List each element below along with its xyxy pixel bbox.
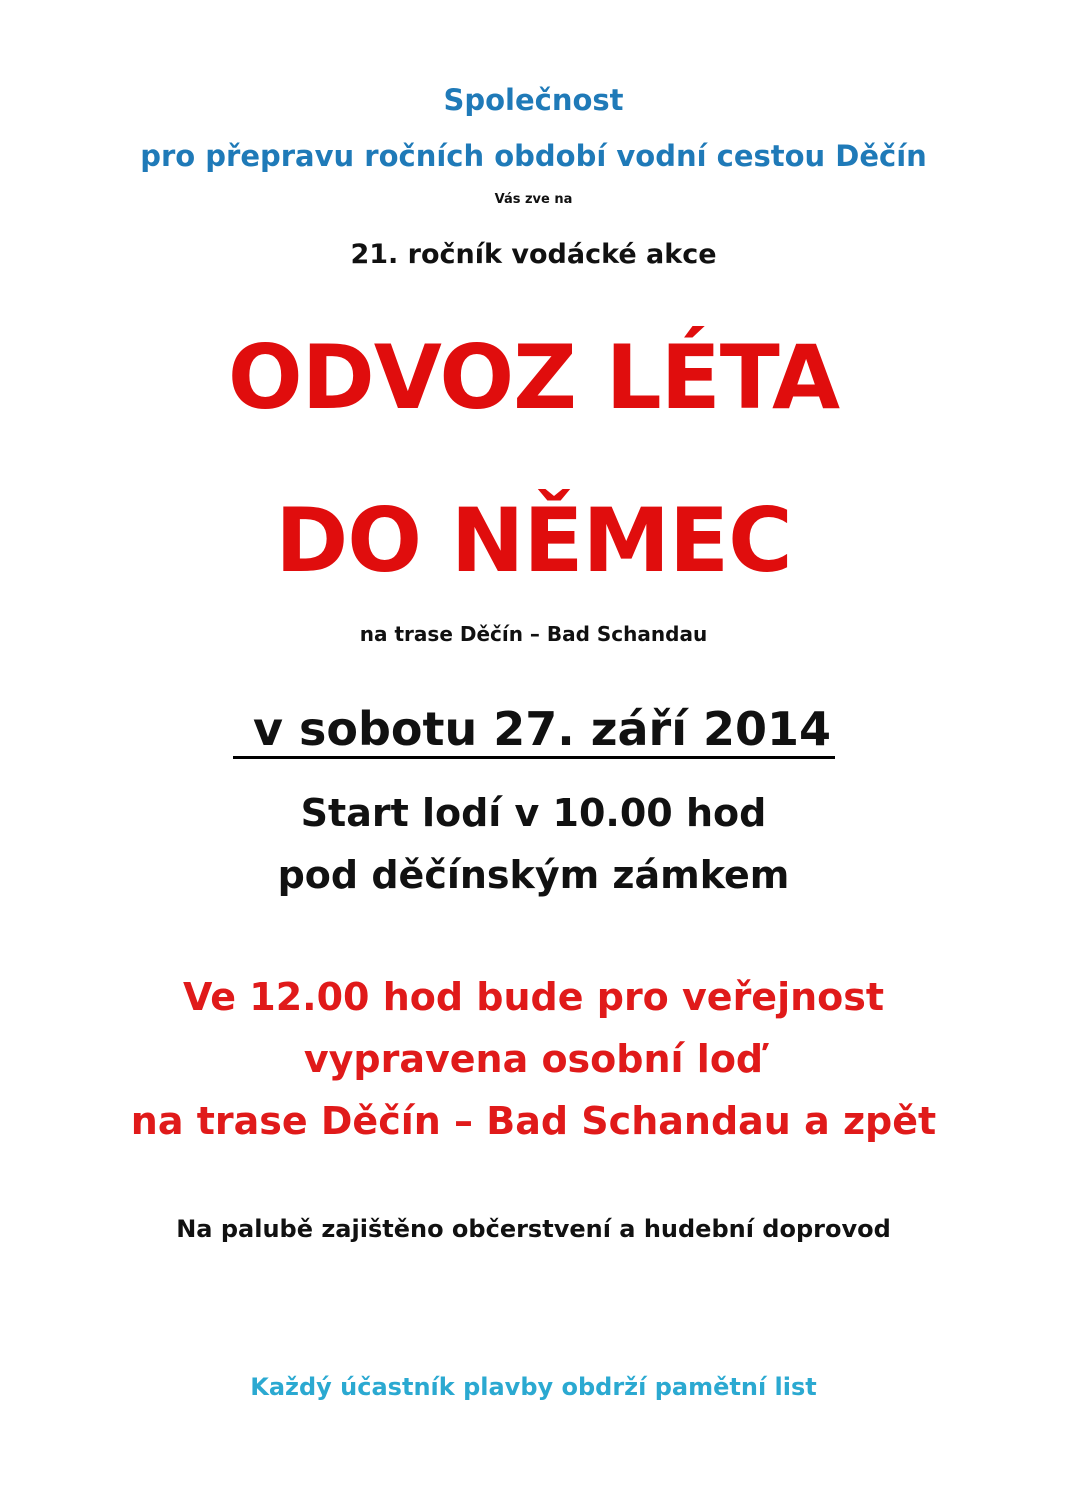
start-time: Start lodí v 10.00 hod (300, 791, 767, 835)
public-voyage-line-3: na trase Děčín – Bad Schandau a zpět (130, 1099, 937, 1143)
event-title-line-1: ODVOZ LÉTA (227, 326, 840, 429)
event-date: v sobotu 27. září 2014 (233, 706, 835, 759)
start-location: pod děčínským zámkem (277, 853, 790, 897)
event-title-line-2: DO NĚMEC (275, 489, 792, 592)
event-edition: 21. ročník vodácké akce (350, 239, 717, 270)
on-board-services: Na palubě zajištěno občerstvení a hudební doprovod (176, 1215, 891, 1243)
public-voyage-line-2: vypravena osobní loď (303, 1037, 764, 1081)
organizer-subtitle: pro přepravu ročních období vodní cestou Děčín (140, 139, 927, 173)
memorial-note: Každý účastník plavby obdrží pamětní list (250, 1373, 817, 1401)
route-text: na trase Děčín – Bad Schandau (359, 622, 708, 646)
organizer-name: Společnost (443, 83, 624, 117)
public-voyage-line-1: Ve 12.00 hod bude pro veřejnost (182, 975, 885, 1019)
invitation-text: Vás zve na (494, 192, 573, 207)
